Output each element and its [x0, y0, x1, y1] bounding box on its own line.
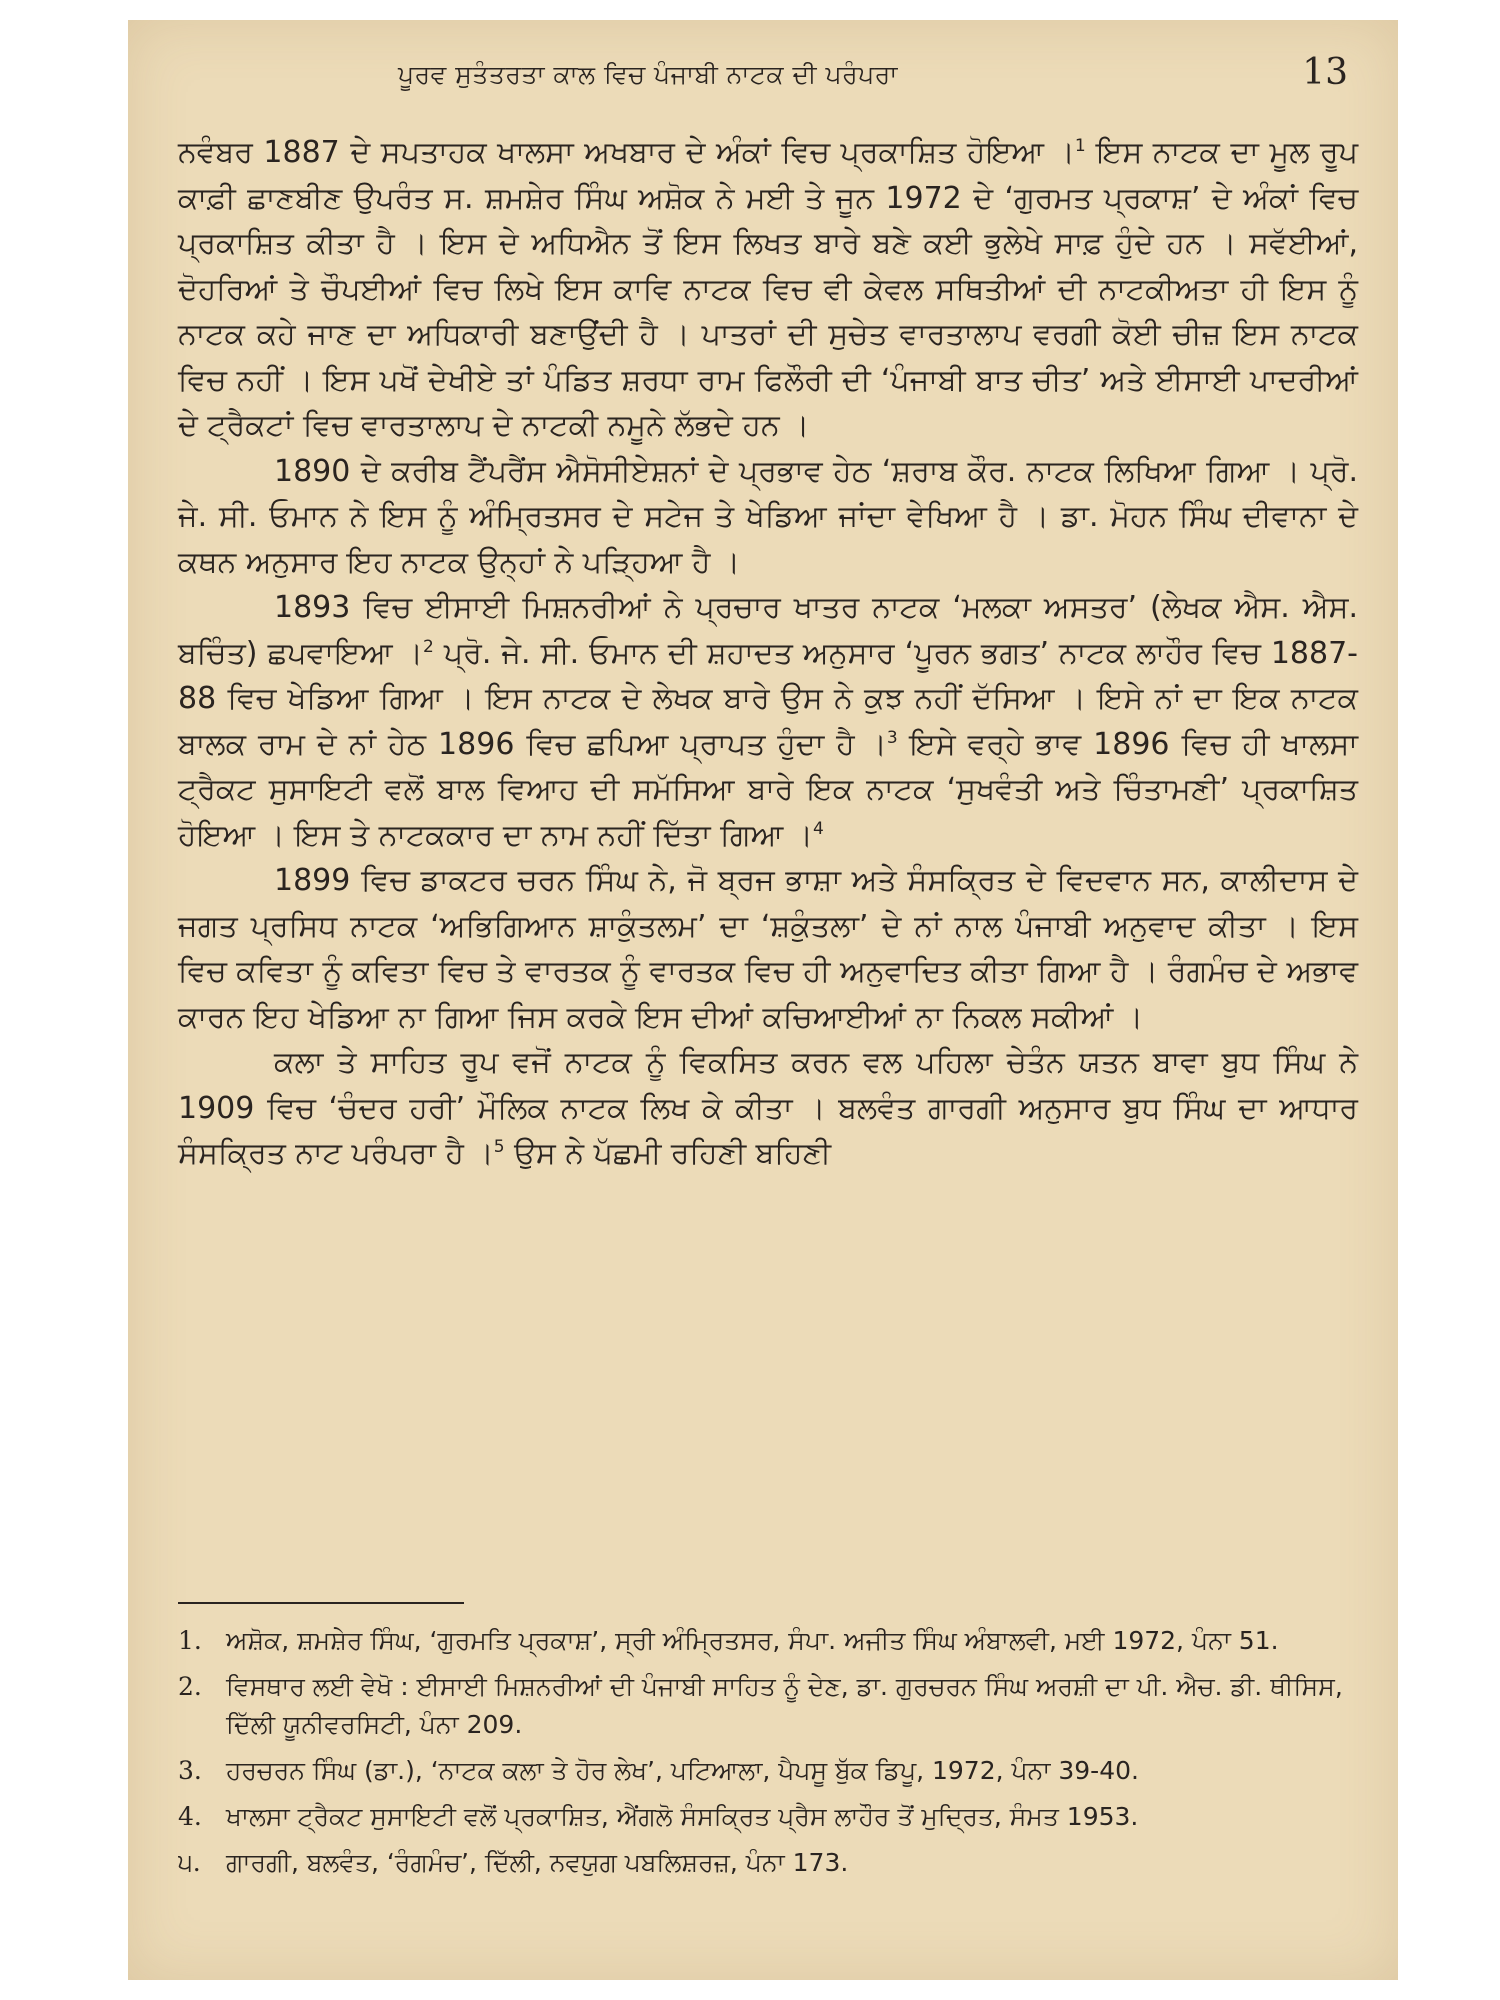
footnote-number: 2.	[178, 1672, 202, 1701]
footnote-text: ਵਿਸਥਾਰ ਲਈ ਵੇਖੋ : ਈਸਾਈ ਮਿਸ਼ਨਰੀਆਂ ਦੀ ਪੰਜਾਬੀ ਸਾਹਿਤ ਨੂੰ ਦੇਣ, ਡਾ. ਗੁਰਚਰਨ ਸਿੰਘ ਅਰਸ਼ੀ ਦਾ ਪੀ. ਐਚ. ਡੀ. ਥੀਸਿਸ, ਦਿੱਲੀ ਯੂਨੀਵਰਸਿਟੀ, ਪੰਨਾ 209.	[226, 1672, 1343, 1739]
footnote	[178, 1798, 1368, 1836]
footnote-number: ੫.	[178, 1848, 201, 1877]
footnote-text: ਅਸ਼ੋਕ, ਸ਼ਮਸ਼ੇਰ ਸਿੰਘ, ‘ਗੁਰਮਤਿ ਪ੍ਰਕਾਸ਼’, ਸ੍ਰੀ ਅੰਮ੍ਰਿਤਸਰ, ਸੰਪਾ. ਅਜੀਤ ਸਿੰਘ ਅੰਬਾਲਵੀ, ਮਈ 1972, ਪੰਨਾ 51.	[226, 1626, 1279, 1655]
paragraph-text: 1890 ਦੇ ਕਰੀਬ ਟੈਂਪਰੈਂਸ ਐਸੋਸੀਏਸ਼ਨਾਂ ਦੇ ਪ੍ਰਭਾਵ ਹੇਠ ‘ਸ਼ਰਾਬ ਕੌਰ. ਨਾਟਕ ਲਿਖਿਆ ਗਿਆ । ਪ੍ਰੋ. ਜੇ. ਸੀ. ਓਮਾਨ ਨੇ ਇਸ ਨੂੰ ਅੰਮ੍ਰਿਤਸਰ ਦੇ ਸਟੇਜ ਤੇ ਖੇਡਿਆ ਜਾਂਦਾ ਵੇਖਿਆ ਹੈ । ਡਾ. ਮੋਹਨ ਸਿੰਘ ਦੀਵਾਨਾ ਦੇ ਕਥਨ ਅਨੁਸਾਰ ਇਹ ਨਾਟਕ ਉਨ੍ਹਾਂ ਨੇ ਪੜ੍ਹਿਆ ਹੈ ।	[178, 453, 1358, 580]
footnote-marker: 5	[493, 1137, 505, 1157]
paragraph	[178, 858, 1358, 1040]
page-number: 13	[1302, 52, 1348, 93]
footnote-text: ਖਾਲਸਾ ਟ੍ਰੈਕਟ ਸੁਸਾਇਟੀ ਵਲੋਂ ਪ੍ਰਕਾਸ਼ਿਤ, ਐਂਗਲੋ ਸੰਸਕ੍ਰਿਤ ਪ੍ਰੈਸ ਲਾਹੌਰ ਤੋਂ ਮੁਦ੍ਰਿਤ, ਸੰਮਤ 1953.	[226, 1802, 1139, 1831]
footnote-text: ਗਾਰਗੀ, ਬਲਵੰਤ, ‘ਰੰਗਮੰਚ’, ਦਿੱਲੀ, ਨਵਯੁਗ ਪਬਲਿਸ਼ਰਜ਼, ਪੰਨਾ 173.	[226, 1848, 849, 1877]
footnote	[178, 1622, 1368, 1660]
paragraph-text: 1893 ਵਿਚ ਈਸਾਈ ਮਿਸ਼ਨਰੀਆਂ ਨੇ ਪ੍ਰਚਾਰ ਖਾਤਰ ਨਾਟਕ ‘ਮਲਕਾ ਅਸਤਰ’ (ਲੇਖਕ ਐਸ. ਐਸ. ਬਚਿੰਤ) ਛਪਵਾਇਆ ।	[178, 590, 1358, 671]
running-title: ਪੂਰਵ ਸੁਤੰਤਰਤਾ ਕਾਲ ਵਿਚ ਪੰਜਾਬੀ ਨਾਟਕ ਦੀ ਪਰੰਪਰਾ	[398, 60, 898, 89]
paragraph	[178, 130, 1358, 449]
footnote	[178, 1752, 1368, 1790]
book-page	[128, 20, 1398, 1980]
footnote-number: 3.	[178, 1756, 202, 1785]
paragraph	[178, 1040, 1358, 1177]
footnote-marker: 3	[886, 727, 898, 748]
paragraph-text: ਨਵੰਬਰ 1887 ਦੇ ਸਪਤਾਹਕ ਖਾਲਸਾ ਅਖਬਾਰ ਦੇ ਅੰਕਾਂ ਵਿਚ ਪ੍ਰਕਾਸ਼ਿਤ ਹੋਇਆ ।	[178, 135, 1075, 170]
footnotes	[178, 1622, 1368, 1890]
paragraph-text: 1899 ਵਿਚ ਡਾਕਟਰ ਚਰਨ ਸਿੰਘ ਨੇ, ਜੋ ਬ੍ਰਜ ਭਾਸ਼ਾ ਅਤੇ ਸੰਸਕ੍ਰਿਤ ਦੇ ਵਿਦਵਾਨ ਸਨ, ਕਾਲੀਦਾਸ ਦੇ ਜਗਤ ਪ੍ਰਸਿਧ ਨਾਟਕ ‘ਅਭਿਗਿਆਨ ਸ਼ਾਕੁੰਤਲਮ’ ਦਾ ‘ਸ਼ਕੁੰਤਲਾ’ ਦੇ ਨਾਂ ਨਾਲ ਪੰਜਾਬੀ ਅਨੁਵਾਦ ਕੀਤਾ । ਇਸ ਵਿਚ ਕਵਿਤਾ ਨੂੰ ਕਵਿਤਾ ਵਿਚ ਤੇ ਵਾਰਤਕ ਨੂੰ ਵਾਰਤਕ ਵਿਚ ਹੀ ਅਨੁਵਾਦਿਤ ਕੀਤਾ ਗਿਆ ਹੈ । ਰੰਗਮੰਚ ਦੇ ਅਭਾਵ ਕਾਰਨ ਇਹ ਖੇਡਿਆ ਨਾ ਗਿਆ ਜਿਸ ਕਰਕੇ ਇਸ ਦੀਆਂ ਕਚਿਆਈਆਂ ਨਾ ਨਿਕਲ ਸਕੀਆਂ ।	[178, 863, 1358, 1035]
page-header	[128, 42, 1398, 102]
paragraph-text: ਉਸ ਨੇ ਪੱਛਮੀ ਰਹਿਣੀ ਬਹਿਣੀ	[504, 1136, 832, 1171]
footnote	[178, 1668, 1368, 1744]
footnote-marker: 1	[1074, 136, 1086, 156]
footnote-text: ਹਰਚਰਨ ਸਿੰਘ (ਡਾ.), ‘ਨਾਟਕ ਕਲਾ ਤੇ ਹੋਰ ਲੇਖ’, ਪਟਿਆਲਾ, ਪੈਪਸੂ ਬੁੱਕ ਡਿਪੂ, 1972, ਪੰਨਾ 39-40.	[226, 1756, 1139, 1785]
paragraph-text: ਪ੍ਰੋ. ਜੇ. ਸੀ. ਓਮਾਨ ਦੀ ਸ਼ਹਾਦਤ ਅਨੁਸਾਰ ‘ਪੂਰਨ ਭਗਤ’ ਨਾਟਕ ਲਾਹੌਰ ਵਿਚ 1887-88 ਵਿਚ ਖੇਡਿਆ ਗਿਆ । ਇਸ ਨਾਟਕ ਦੇ ਲੇਖਕ ਬਾਰੇ ਉਸ ਨੇ ਕੁਝ ਨਹੀਂ ਦੱਸਿਆ । ਇਸੇ ਨਾਂ ਦਾ ਇਕ ਨਾਟਕ ਬਾਲਕ ਰਾਮ ਦੇ ਨਾਂ ਹੇਠ 1896 ਵਿਚ ਛਪਿਆ ਪ੍ਰਾਪਤ ਹੁੰਦਾ ਹੈ ।	[178, 635, 1358, 762]
paragraph-text: ਕਲਾ ਤੇ ਸਾਹਿਤ ਰੂਪ ਵਜੋਂ ਨਾਟਕ ਨੂੰ ਵਿਕਸਿਤ ਕਰਨ ਵਲ ਪਹਿਲਾ ਚੇਤੰਨ ਯਤਨ ਬਾਵਾ ਬੁਧ ਸਿੰਘ ਨੇ 1909 ਵਿਚ ‘ਚੰਦਰ ਹਰੀ’ ਮੌਲਿਕ ਨਾਟਕ ਲਿਖ ਕੇ ਕੀਤਾ । ਬਲਵੰਤ ਗਾਰਗੀ ਅਨੁਸਾਰ ਬੁਧ ਸਿੰਘ ਦਾ ਆਧਾਰ ਸੰਸਕ੍ਰਿਤ ਨਾਟ ਪਰੰਪਰਾ ਹੈ ।	[178, 1045, 1358, 1171]
footnote-divider	[178, 1602, 464, 1604]
footnote	[178, 1844, 1368, 1882]
paragraph-text: ਇਸੇ ਵਰ੍ਹੇ ਭਾਵ 1896 ਵਿਚ ਹੀ ਖਾਲਸਾ ਟ੍ਰੈਕਟ ਸੁਸਾਇਟੀ ਵਲੋਂ ਬਾਲ ਵਿਆਹ ਦੀ ਸਮੱਸਿਆ ਬਾਰੇ ਇਕ ਨਾਟਕ ‘ਸੁਖਵੰਤੀ ਅਤੇ ਚਿੰਤਾਮਣੀ’ ਪ੍ਰਕਾਸ਼ਿਤ ਹੋਇਆ । ਇਸ ਤੇ ਨਾਟਕਕਾਰ ਦਾ ਨਾਮ ਨਹੀਂ ਦਿੱਤਾ ਗਿਆ ।	[178, 726, 1358, 853]
footnote-number: 1.	[178, 1626, 202, 1655]
body-text	[178, 130, 1358, 1177]
paragraph	[178, 585, 1358, 858]
footnote-marker: 4	[813, 818, 824, 839]
paragraph-text: ਇਸ ਨਾਟਕ ਦਾ ਮੂਲ ਰੂਪ ਕਾਫ਼ੀ ਛਾਣਬੀਣ ਉਪਰੰਤ ਸ. ਸ਼ਮਸ਼ੇਰ ਸਿੰਘ ਅਸ਼ੋਕ ਨੇ ਮਈ ਤੇ ਜੂਨ 1972 ਦੇ ‘ਗੁਰਮਤ ਪ੍ਰਕਾਸ਼’ ਦੇ ਅੰਕਾਂ ਵਿਚ ਪ੍ਰਕਾਸ਼ਿਤ ਕੀਤਾ ਹੈ । ਇਸ ਦੇ ਅਧਿਐਨ ਤੋਂ ਇਸ ਲਿਖਤ ਬਾਰੇ ਬਣੇ ਕਈ ਭੁਲੇਖੇ ਸਾਫ਼ ਹੁੰਦੇ ਹਨ । ਸਵੱਈਆਂ, ਦੋਹਰਿਆਂ ਤੇ ਚੌਪਈਆਂ ਵਿਚ ਲਿਖੇ ਇਸ ਕਾਵਿ ਨਾਟਕ ਵਿਚ ਵੀ ਕੇਵਲ ਸਥਿਤੀਆਂ ਦੀ ਨਾਟਕੀਅਤਾ ਹੀ ਇਸ ਨੂੰ ਨਾਟਕ ਕਹੇ ਜਾਣ ਦਾ ਅਧਿਕਾਰੀ ਬਣਾਉਂਦੀ ਹੈ । ਪਾਤਰਾਂ ਦੀ ਸੁਚੇਤ ਵਾਰਤਾਲਾਪ ਵਰਗੀ ਕੋਈ ਚੀਜ਼ ਇਸ ਨਾਟਕ ਵਿਚ ਨਹੀਂ । ਇਸ ਪਖੋਂ ਦੇਖੀਏ ਤਾਂ ਪੰਡਿਤ ਸ਼ਰਧਾ ਰਾਮ ਫਿਲੌਰੀ ਦੀ ‘ਪੰਜਾਬੀ ਬਾਤ ਚੀਤ’ ਅਤੇ ਈਸਾਈ ਪਾਦਰੀਆਂ ਦੇ ਟ੍ਰੈਕਟਾਂ ਵਿਚ ਵਾਰਤਾਲਾਪ ਦੇ ਨਾਟਕੀ ਨਮੂਨੇ ਲੱਭਦੇ ਹਨ ।	[178, 135, 1358, 443]
footnote-number: 4.	[178, 1802, 202, 1831]
paragraph	[178, 449, 1358, 586]
footnote-marker: 2	[422, 636, 434, 657]
